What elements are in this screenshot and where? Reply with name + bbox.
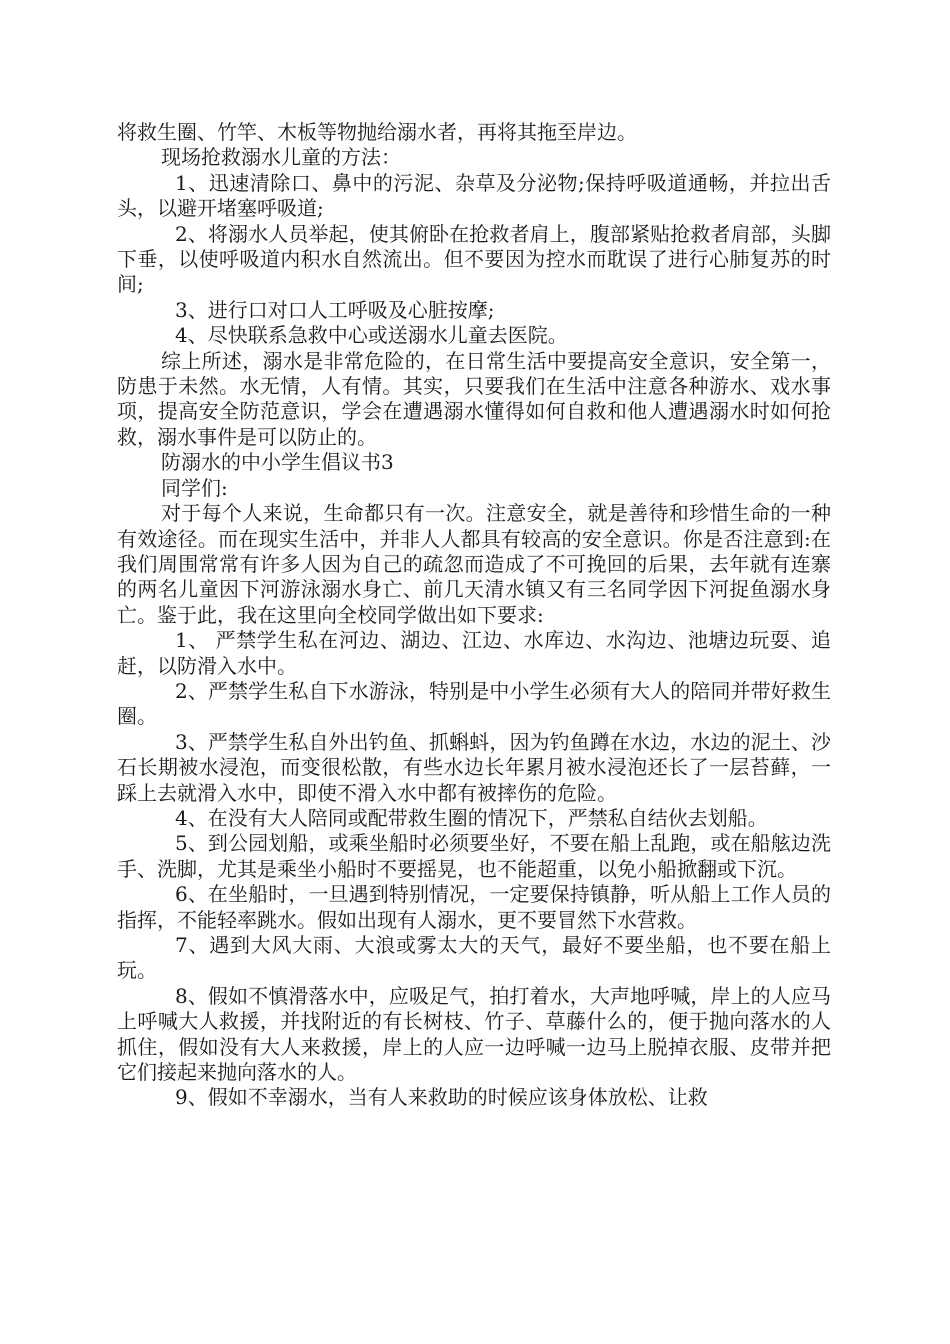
salutation: 同学们: bbox=[161, 475, 228, 500]
paragraph-rule-9: 9、假如不幸溺水，当有人来救助的时候应该身体放松、让救 bbox=[175, 1085, 708, 1110]
document-page bbox=[117, 120, 831, 1111]
section-title: 防溺水的中小学生倡议书3 bbox=[161, 450, 394, 475]
paragraph-intro: 对于每个人来说，生命都只有一次。注意安全，就是善待和珍惜生命的一种有效途径。而在现实生活中，并非人人都具有较高的安全意识。你是否注意到:在我们周围常常有许多人因为自己的疏忽而造成了不可挽回的后果，去年就有连寨的两名儿童因下河游泳溺水身亡、前几天清水镇又有三名同学因下河捉鱼溺水身亡。鉴于此，我在这里向全校同学做出如下要求: bbox=[117, 501, 831, 627]
paragraph-rule-8: 8、假如不慎滑落水中，应吸足气，拍打着水，大声地呼喊，岸上的人应马上呼喊大人救援，并找附近的有长树枝、竹子、草藤什么的，便于抛向落水的人抓住，假如没有大人来救援，岸上的人应一边呼喊一边马上脱掉衣服、皮带并把它们接起来抛向落水的人。 bbox=[117, 983, 831, 1085]
paragraph-rule-6: 6、在坐船时，一旦遇到特别情况，一定要保持镇静，听从船上工作人员的指挥，不能轻率跳水。假如出现有人溺水，更不要冒然下水营救。 bbox=[117, 882, 831, 932]
paragraph-rule-2: 2、严禁学生私自下水游泳，特别是中小学生必须有大人的陪同并带好救生圈。 bbox=[117, 678, 831, 729]
paragraph-summary: 综上所述，溺水是非常危险的，在日常生活中要提高安全意识，安全第一，防患于未然。水无情，人有情。其实，只要我们在生活中注意各种游水、戏水事项，提高安全防范意识，学会在遭遇溺水懂得如何自救和他人遭遇溺水时如何抢救，溺水事件是可以防止的。 bbox=[117, 348, 831, 449]
paragraph-rescue-methods-heading: 现场抢救溺水儿童的方法： bbox=[161, 145, 401, 170]
paragraph-rule-4: 4、在没有大人陪同或配带救生圈的情况下，严禁私自结伙去划船。 bbox=[175, 805, 768, 830]
paragraph-method-1: 1、迅速清除口、鼻中的污泥、杂草及分泌物;保持呼吸道通畅，并拉出舌头，以避开堵塞呼吸道; bbox=[117, 170, 831, 221]
paragraph-method-3: 3、进行口对口人工呼吸及心脏按摩; bbox=[175, 297, 495, 322]
paragraph-continuation: 将救生圈、竹竿、木板等物抛给溺水者，再将其拖至岸边。 bbox=[117, 120, 637, 144]
paragraph-rule-5: 5、到公园划船，或乘坐船时必须要坐好，不要在船上乱跑，或在船舷边洗手、洗脚，尤其是乘坐小船时不要摇晃，也不能超重，以免小船掀翻或下沉。 bbox=[117, 831, 831, 881]
paragraph-rule-1: 1、 严禁学生私在河边、湖边、江边、水库边、水沟边、池塘边玩耍、追赶，以防滑入水中。 bbox=[117, 628, 831, 678]
paragraph-method-2: 2、将溺水人员举起，使其俯卧在抢救者肩上，腹部紧贴抢救者肩部，头脚下垂，以使呼吸道内积水自然流出。但不要因为控水而耽误了进行心肺复苏的时间; bbox=[117, 221, 831, 297]
paragraph-method-4: 4、尽快联系急救中心或送溺水儿童去医院。 bbox=[175, 323, 568, 348]
paragraph-rule-3: 3、严禁学生私自外出钓鱼、抓蝌蚪，因为钓鱼蹲在水边，水边的泥土、沙石长期被水浸泡，而变很松散，有些水边长年累月被水浸泡还长了一层苔藓，一踩上去就滑入水中，即使不滑入水中都有被摔伤的危险。 bbox=[117, 729, 831, 805]
paragraph-rule-7: 7、遇到大风大雨、大浪或雾太大的天气，最好不要坐船，也不要在船上玩。 bbox=[117, 933, 831, 983]
